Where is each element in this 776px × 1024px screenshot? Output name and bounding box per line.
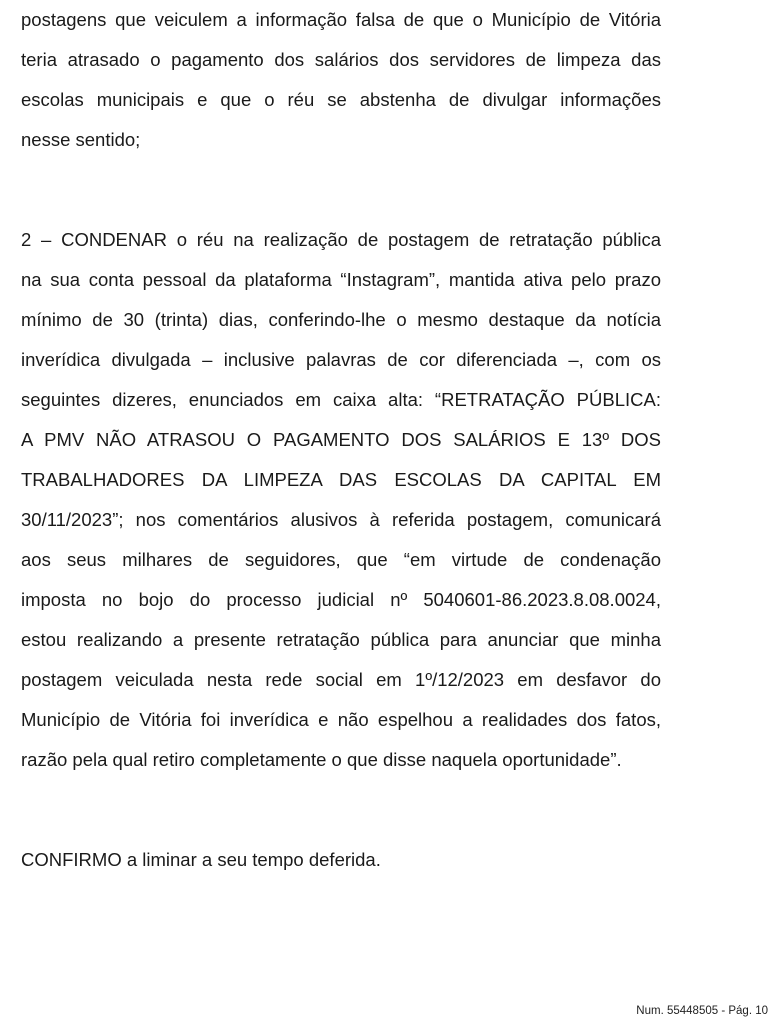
paragraph-line: aos seus milhares de seguidores, que “em virtude de condenação [21, 549, 661, 570]
paragraph-line: nesse sentido; [21, 129, 141, 150]
paragraph-line: inverídica divulgada – inclusive palavras de cor diferenciada –, com os [21, 349, 661, 370]
paragraph-line: Município de Vitória foi inverídica e não espelhou a realidades dos fatos, [21, 709, 661, 730]
paragraph-line: escolas municipais e que o réu se abstenha de divulgar informações [21, 89, 661, 110]
paragraph-line: 30/11/2023”; nos comentários alusivos à referida postagem, comunicará [21, 509, 661, 530]
paragraph-line: estou realizando a presente retratação pública para anunciar que minha [21, 629, 661, 650]
paragraph-line: TRABALHADORES DA LIMPEZA DAS ESCOLAS DA CAPITAL EM [21, 469, 661, 490]
paragraph-line: postagem veiculada nesta rede social em 1º/12/2023 em desfavor do [21, 669, 661, 690]
paragraph-line: CONFIRMO a liminar a seu tempo deferida. [21, 849, 381, 870]
paragraph-line: mínimo de 30 (trinta) dias, conferindo-lhe o mesmo destaque da notícia [21, 309, 661, 330]
paragraph-line: 2 – CONDENAR o réu na realização de postagem de retratação pública [21, 229, 661, 250]
paragraph-line: razão pela qual retiro completamente o que disse naquela oportunidade”. [21, 749, 622, 770]
page-footer: Num. 55448505 - Pág. 10 [636, 1005, 768, 1017]
paragraph-line: teria atrasado o pagamento dos salários dos servidores de limpeza das [21, 49, 661, 70]
paragraph-line: na sua conta pessoal da plataforma “Instagram”, mantida ativa pelo prazo [21, 269, 661, 290]
paragraph-line: A PMV NÃO ATRASOU O PAGAMENTO DOS SALÁRIOS E 13º DOS [21, 429, 661, 450]
paragraph-line: seguintes dizeres, enunciados em caixa alta: “RETRATAÇÃO PÚBLICA: [21, 389, 661, 410]
paragraph-line: postagens que veiculem a informação falsa de que o Município de Vitória [21, 9, 661, 30]
paragraph-line: imposta no bojo do processo judicial nº 5040601-86.2023.8.08.0024, [21, 589, 661, 610]
